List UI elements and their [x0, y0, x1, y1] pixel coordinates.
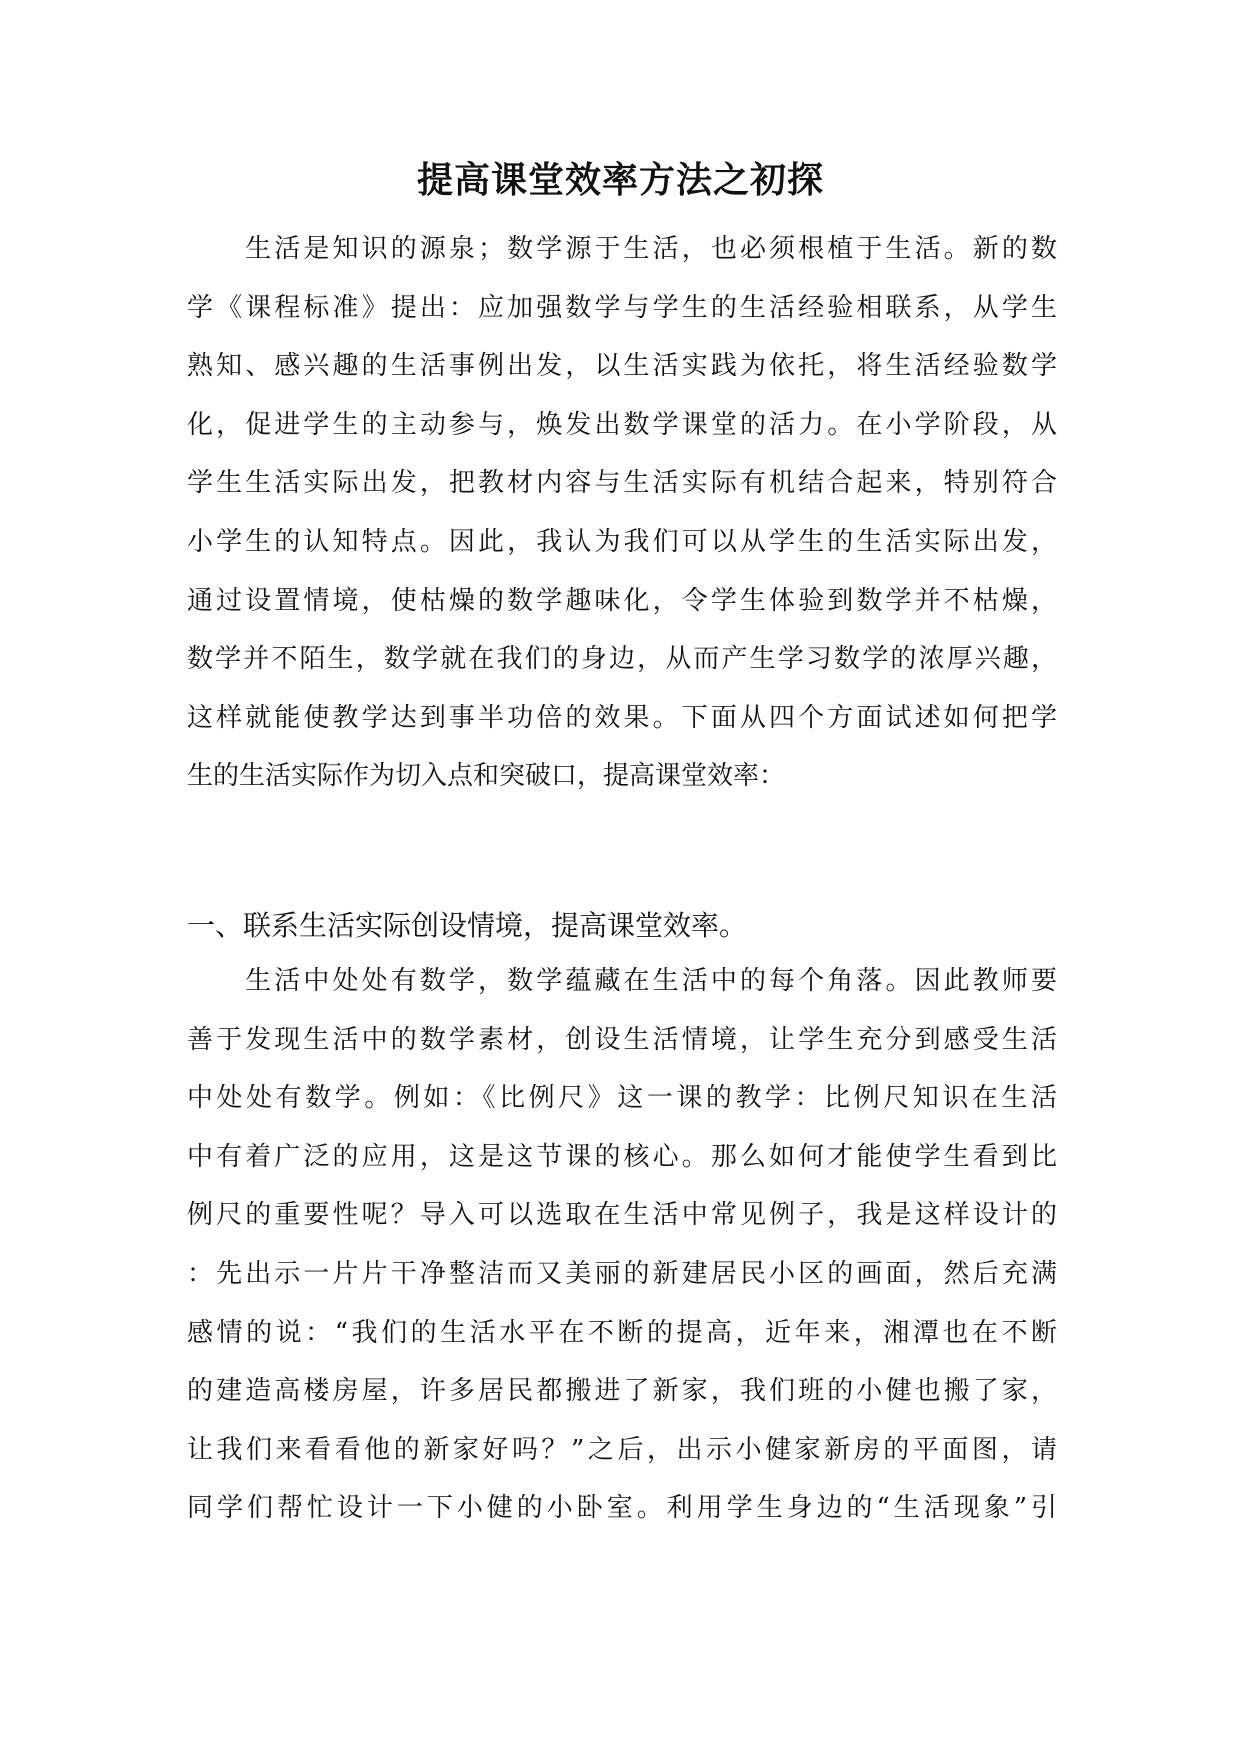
paragraph-line: 生活中处处有数学，数学蕴藏在生活中的每个角落。因此教师要: [187, 966, 1057, 996]
paragraph-line: 中处处有数学。例如：《比例尺》这一课的教学：比例尺知识在生活: [187, 1083, 1057, 1114]
intro-paragraph: [187, 220, 1057, 806]
paragraph-line: 中有着广泛的应用，这是这节课的核心。那么如何才能使学生看到比: [187, 1141, 1057, 1172]
paragraph-line: 例尺的重要性呢？导入可以选取在生活中常见例子，我是这样设计的: [187, 1200, 1057, 1231]
paragraph-line: 善于发现生活中的数学素材，创设生活情境，让学生充分到感受生活: [187, 1024, 1057, 1055]
paragraph-line: 数学并不陌生，数学就在我们的身边，从而产生学习数学的浓厚兴趣，: [187, 644, 1057, 675]
section-heading: 一、联系生活实际创设情境，提高课堂效率。: [187, 909, 748, 942]
document-title: 提高课堂效率方法之初探: [416, 159, 824, 201]
section-paragraph: [187, 952, 1057, 1538]
paragraph-line: 同学们帮忙设计一下小健的小卧室。利用学生身边的“生活现象”引: [187, 1493, 1057, 1524]
paragraph-line: 感情的说：“我们的生活水平在不断的提高，近年来，湘潭也在不断: [187, 1317, 1057, 1348]
paragraph-line: 生活是知识的源泉；数学源于生活，也必须根植于生活。新的数: [187, 234, 1057, 264]
paragraph-line: 生的生活实际作为切入点和突破口，提高课堂效率：: [187, 761, 786, 792]
paragraph-line: ：先出示一片片干净整洁而又美丽的新建居民小区的画面，然后充满: [187, 1258, 1057, 1289]
paragraph-line: 熟知、感兴趣的生活事例出发，以生活实践为依托，将生活经验数学: [187, 351, 1057, 382]
paragraph-line: 学生生活实际出发，把教材内容与生活实际有机结合起来，特别符合: [187, 468, 1057, 499]
paragraph-line: 这样就能使教学达到事半功倍的效果。下面从四个方面试述如何把学: [187, 702, 1057, 733]
paragraph-line: 让我们来看看他的新家好吗？”之后，出示小健家新房的平面图，请: [187, 1434, 1057, 1465]
paragraph-line: 的建造高楼房屋，许多居民都搬进了新家，我们班的小健也搬了家，: [187, 1376, 1057, 1407]
paragraph-line: 学《课程标准》提出：应加强数学与学生的生活经验相联系，从学生: [187, 292, 1057, 323]
paragraph-line: 化，促进学生的主动参与，焕发出数学课堂的活力。在小学阶段，从: [187, 409, 1057, 440]
paragraph-line: 通过设置情境，使枯燥的数学趣味化，令学生体验到数学并不枯燥，: [187, 585, 1057, 616]
paragraph-line: 小学生的认知特点。因此，我认为我们可以从学生的生活实际出发，: [187, 526, 1057, 557]
